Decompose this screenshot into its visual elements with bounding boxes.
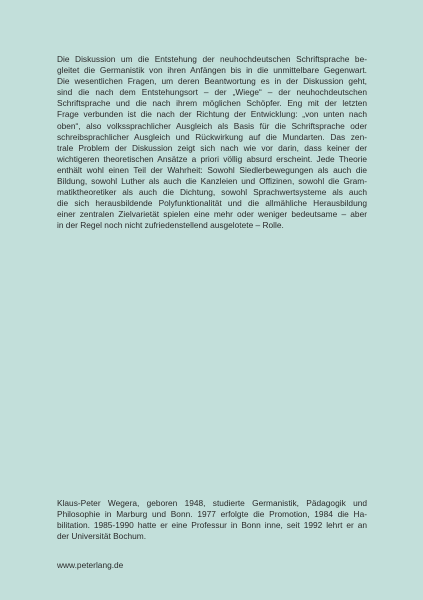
publisher-url[interactable]: www.peterlang.de [57,560,124,570]
abstract-line: in der Regel noch nicht zufriedenstellend ausgelotete – Rolle. [57,220,284,231]
abstract-line: oben“, also volkssprachlicher Ausgleich als Basis für die Schriftsprache oder [57,120,367,131]
abstract-line: gleitet die Germanistik von ihren Anfängen bis in die unmittelbare Gegenwart. [57,65,367,76]
author-bio [57,498,367,542]
abstract-line: matiktheoretiker als auch die Dichtung, sowohl Sprachwertsysteme als auch [57,187,367,198]
bio-line: bilitation. 1985-1990 hatte er eine Professur in Bonn inne, seit 1992 lehrt er an [57,520,367,531]
abstract-line: Schriftsprache und die nach ihrem möglichen Schöpfer. Eng mit der letzten [57,98,367,109]
abstract-line: Die Diskussion um die Entstehung der neuhochdeutschen Schriftsprache be- [57,54,367,64]
abstract-line: trale Problem der Diskussion zeigt sich nach wie vor darin, dass keiner der [57,142,367,153]
abstract-line: Die wesentlichen Fragen, um deren Beantwortung es in der Diskussion geht, [57,76,367,87]
abstract-line: die sich herausbildende Polyfunktionalität und die allmähliche Herausbildung [57,198,367,209]
abstract-line: sind die nach dem Entstehungsort – der „Wiege“ – der neuhochdeutschen [57,87,367,98]
bio-line: der Universität Bochum. [57,531,147,542]
abstract-line: Frage verbunden ist die nach der Richtung der Entwicklung: „von unten nach [57,109,367,120]
abstract-line: enthält wohl einen Teil der Wahrheit: Sowohl Siedlerbewegungen als auch die [57,164,367,175]
abstract-text [57,54,367,232]
abstract-line: einer zentralen Zielvarietät spielen eine mehr oder weniger bedeutsame – aber [57,209,367,220]
abstract-line: schreibsprachlicher Ausgleich und Rückwirkung auf die Mundarten. Das zen- [57,131,367,142]
abstract-line: Bildung, sowohl Luther als auch die Kanzleien und Offizinen, sowohl die Gram- [57,176,367,187]
abstract-line: wichtigeren theoretischen Ansätze a priori völlig absurd erscheint. Jede Theorie [57,153,367,164]
bio-line: Klaus-Peter Wegera, geboren 1948, studierte Germanistik, Pädagogik und [57,498,367,508]
bio-line: Philosophie in Marburg und Bonn. 1977 erfolgte die Promotion, 1984 die Ha- [57,509,367,520]
